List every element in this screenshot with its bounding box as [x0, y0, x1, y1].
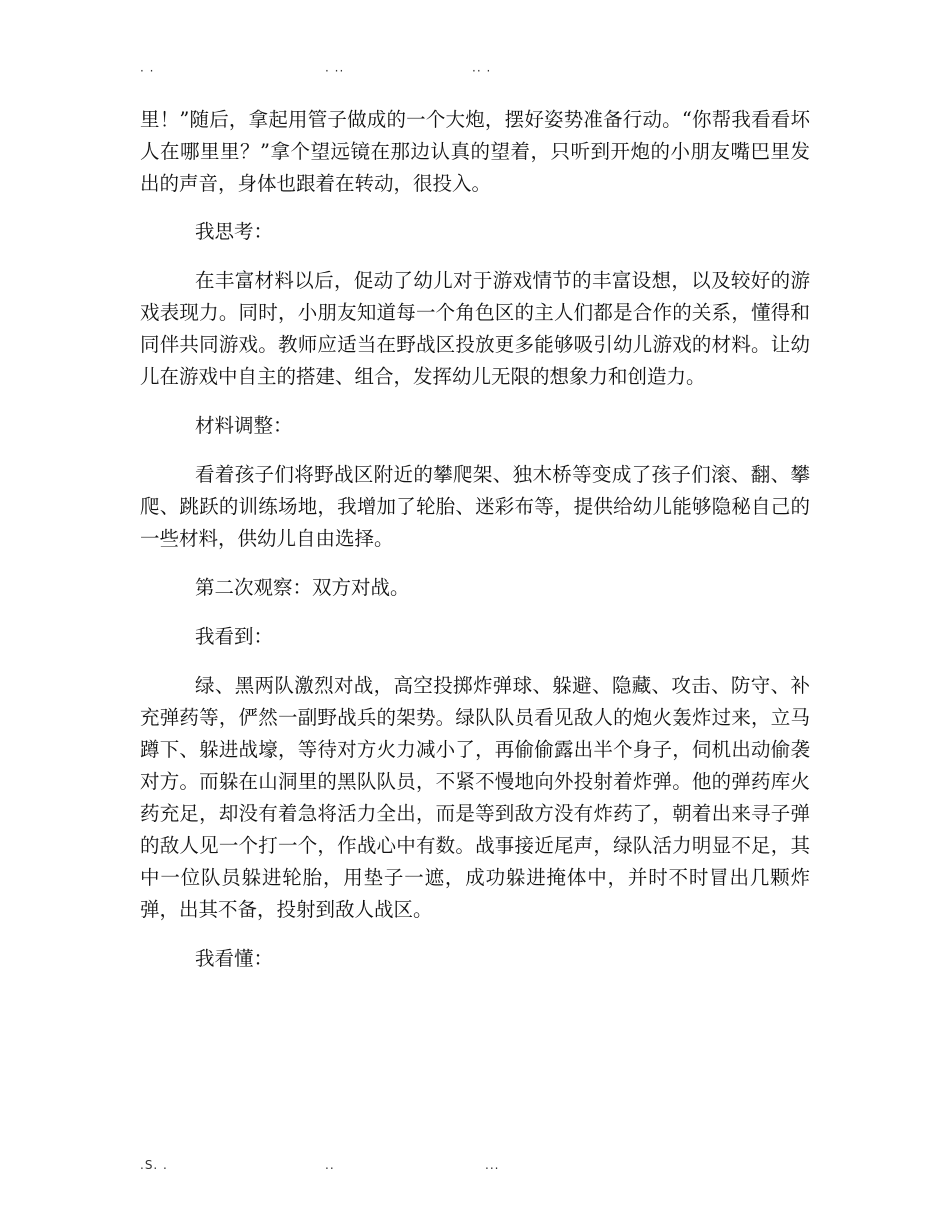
footer-mark-center: ..: [325, 1158, 335, 1172]
header-mark-right: ·· ·: [472, 64, 492, 78]
section-heading-second-observation: 第二次观察：双方对战。: [195, 576, 410, 599]
footer-mark-right: ...: [485, 1158, 500, 1172]
section-heading-reflection: 我思考：: [195, 220, 274, 243]
section-heading-i-saw: 我看到：: [195, 625, 274, 648]
footer-mark-left: .S. .: [140, 1158, 168, 1172]
header-mark-left: · ·: [140, 64, 155, 78]
document-body: [140, 104, 810, 975]
body-paragraph-reflection: 在丰富材料以后，促动了幼儿对于游戏情节的丰富设想，以及较好的游戏表现力。同时，小朋友知道每一个角色区的主人们都是合作的关系，懂得和同伴共同游戏。教师应适当在野战区投放更多能够吸引幼儿游戏的材料。让幼儿在游戏中自主的搭建、组合，发挥幼儿无限的想象力和创造力。: [140, 269, 810, 388]
body-paragraph-continued: 里！”随后，拿起用管子做成的一个大炮，摆好姿势准备行动。“你帮我看看坏人在哪里里？”拿个望远镜在那边认真的望着，只听到开炮的小朋友嘴巴里发出的声音，身体也跟着在转动，很投入。: [140, 108, 810, 195]
body-paragraph-battle-description: 绿、黑两队激烈对战，高空投掷炸弹球、躲避、隐藏、攻击、防守、补充弹药等，俨然一副野战兵的架势。绿队队员看见敌人的炮火轰炸过来，立马蹲下、躲进战壕，等待对方火力减小了，再偷偷露出半个身子，伺机出动偷袭对方。而躲在山洞里的黑队队员，不紧不慢地向外投射着炸弹。他的弹药库火药充足，却没有着急将活力全出，而是等到敌方没有炸药了，朝着出来寻子弹的敌人见一个打一个，作战心中有数。战事接近尾声，绿队活力明显不足，其中一位队员躲进轮胎，用垫子一遮，成功躲进掩体中，并时不时冒出几颗炸弹，出其不备，投射到敌人战区。: [140, 674, 810, 921]
section-heading-i-understand: 我看懂：: [195, 947, 274, 970]
body-paragraph-material-adjustment: 看着孩子们将野战区附近的攀爬架、独木桥等变成了孩子们滚、翻、攀爬、跳跃的训练场地，我增加了轮胎、迷彩布等，提供给幼儿能够隐秘自己的一些材料，供幼儿自由选择。: [140, 463, 810, 550]
header-mark-center: · ··: [325, 64, 345, 78]
section-heading-material-adjustment: 材料调整：: [195, 414, 293, 437]
